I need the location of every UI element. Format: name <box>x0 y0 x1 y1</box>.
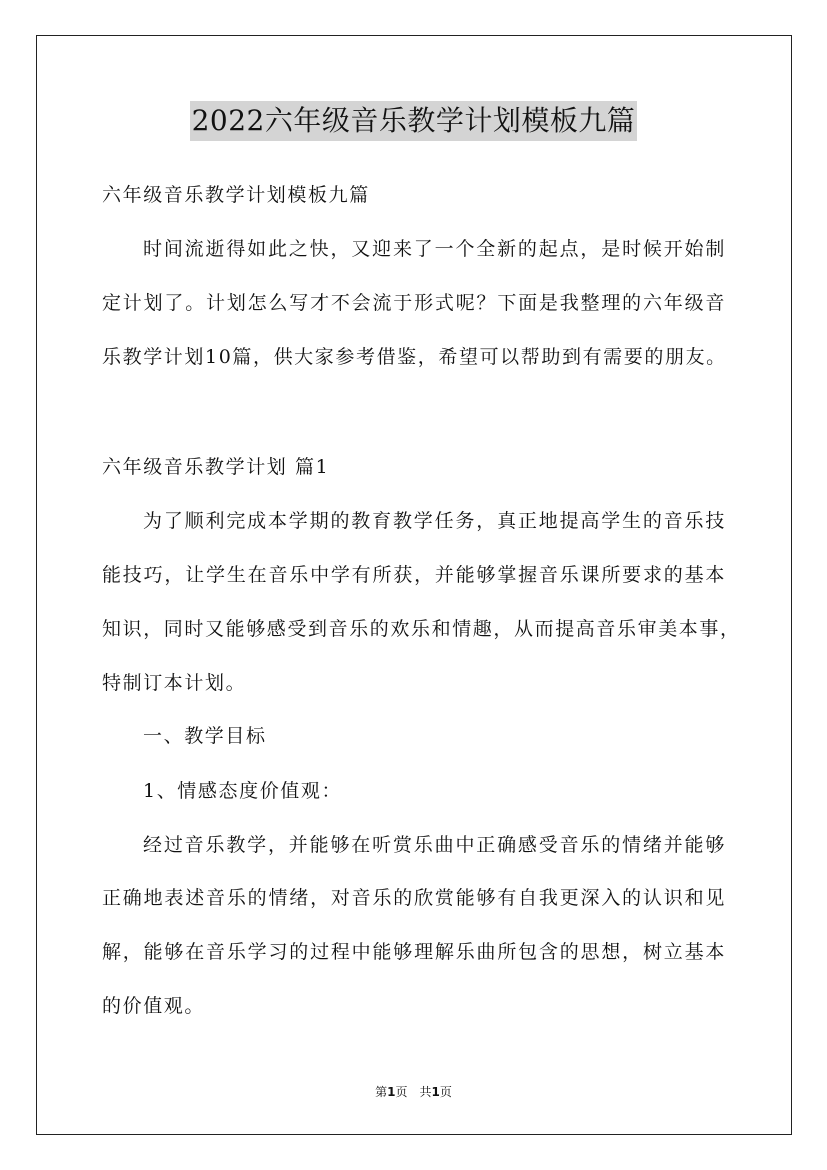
paragraph2-line-2: 正确地表述音乐的情绪，对音乐的欣赏能够有自我更深入的认识和见 <box>102 887 726 909</box>
paragraph1-line-4: 特制订本计划。 <box>102 672 247 694</box>
footer-page-total: 1 <box>431 1085 440 1099</box>
intro-line-1: 时间流逝得如此之快，又迎来了一个全新的起点，是时候开始制 <box>143 238 726 260</box>
document-subtitle: 六年级音乐教学计划模板九篇 <box>102 184 370 206</box>
footer-page-mid: 页 共 <box>395 1085 432 1099</box>
paragraph1-line-1: 为了顺利完成本学期的教育教学任务，真正地提高学生的音乐技 <box>143 510 726 532</box>
intro-line-2: 定计划了。计划怎么写才不会流于形式呢？下面是我整理的六年级音 <box>102 292 726 314</box>
document-title: 2022六年级音乐教学计划模板九篇 <box>190 101 638 141</box>
footer-page-prefix: 第 <box>375 1085 388 1099</box>
footer-page-suffix: 页 <box>439 1085 452 1099</box>
page-footer <box>0 1084 827 1100</box>
paragraph2-line-1: 经过音乐教学，并能够在听赏乐曲中正确感受音乐的情绪并能够 <box>143 834 726 856</box>
heading-teaching-goals: 一、教学目标 <box>143 725 267 747</box>
document-title-container <box>0 101 827 141</box>
paragraph1-line-3: 知识，同时又能够感受到音乐的欢乐和情趣，从而提高音乐审美本事， <box>102 618 741 640</box>
heading-emotion-values: 1、情感态度价值观： <box>143 780 343 802</box>
section-heading: 六年级音乐教学计划 篇1 <box>102 456 330 478</box>
paragraph2-line-4: 的价值观。 <box>102 995 206 1017</box>
intro-line-3: 乐教学计划10篇，供大家参考借鉴，希望可以帮助到有需要的朋友。 <box>102 346 727 368</box>
footer-page-current: 1 <box>387 1085 396 1099</box>
paragraph2-line-3: 解，能够在音乐学习的过程中能够理解乐曲所包含的思想，树立基本 <box>102 941 726 963</box>
paragraph1-line-2: 能技巧，让学生在音乐中学有所获，并能够掌握音乐课所要求的基本 <box>102 564 726 586</box>
